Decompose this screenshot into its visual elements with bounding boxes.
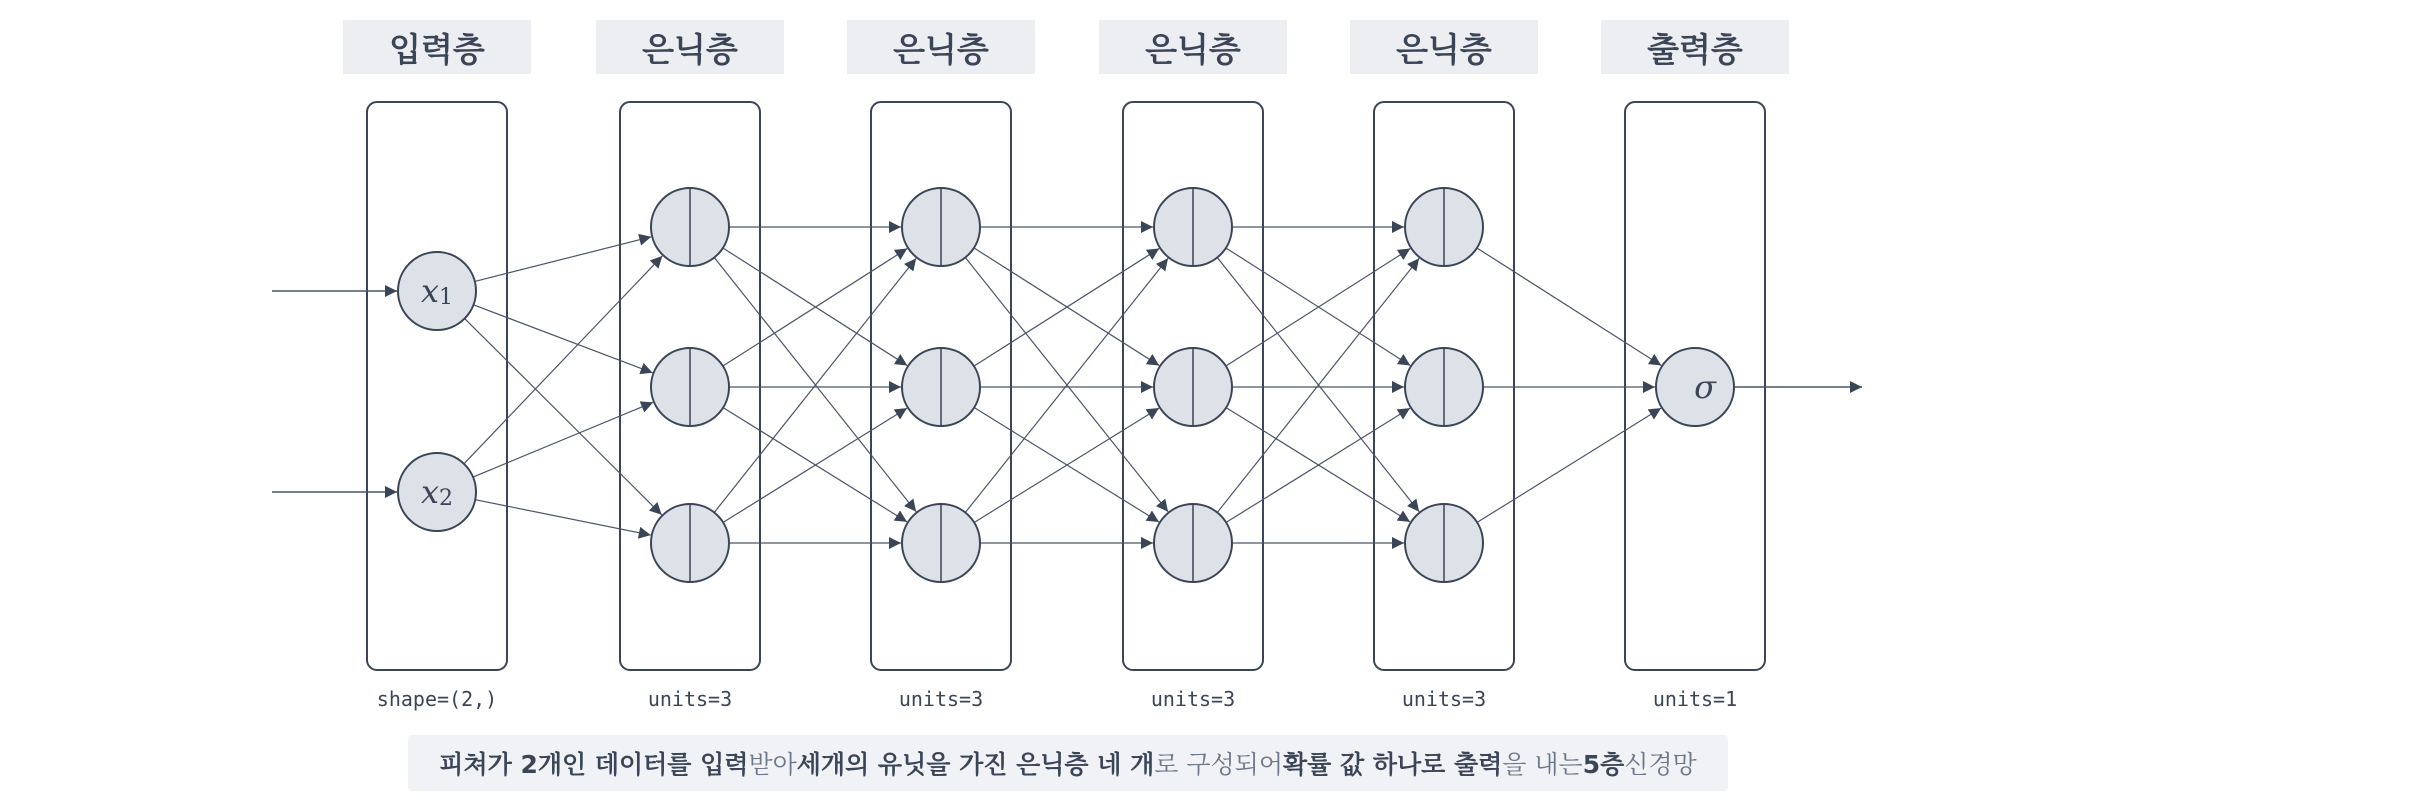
caption-segment: 피쳐가 2개인 데이터를 입력: [439, 750, 749, 779]
caption-segment: 신경망: [1624, 750, 1697, 779]
layer-title-2: 은닉층: [596, 20, 784, 74]
connection-l1-n2-to-n3: [475, 500, 651, 535]
connection-l5-n1-to-n1: [1477, 248, 1661, 366]
layer-param-6: units=1: [1652, 687, 1738, 711]
layer-title-1: 입력층: [343, 20, 531, 74]
input-symbol: x: [420, 473, 440, 511]
input-node-label-1: [397, 251, 477, 331]
layer-title-4: 은닉층: [1099, 20, 1287, 74]
layer-param-3: units=3: [898, 687, 984, 711]
caption-segment: 세개의 유닛을 가진 은닉층 네 개: [796, 750, 1155, 779]
caption-segment: 확률 값 하나로 출력: [1282, 750, 1503, 779]
layer-box-1: [367, 102, 507, 670]
layer-title-5: 은닉층: [1350, 20, 1538, 74]
layer-param-2: units=3: [647, 687, 733, 711]
connection-l1-n2-to-n1: [464, 256, 662, 464]
layer-param-5: units=3: [1401, 687, 1487, 711]
connection-l1-n1-to-n2: [473, 305, 652, 373]
layer-title-3: 은닉층: [847, 20, 1035, 74]
caption-segment: 을 내는: [1502, 750, 1583, 779]
output-node-label: σ: [1694, 368, 1716, 406]
connection-l5-n3-to-n1: [1477, 408, 1661, 522]
layer-param-1: shape=(2,): [376, 687, 498, 711]
layer-title-6: 출력층: [1601, 20, 1789, 74]
input-subscript: 1: [439, 284, 454, 310]
connection-l1-n1-to-n1: [475, 237, 651, 282]
caption-segment: 5층: [1582, 750, 1625, 779]
input-symbol: x: [420, 272, 440, 310]
input-subscript: 2: [439, 485, 454, 511]
input-node-label-2: [397, 452, 477, 532]
caption-segment: 받아: [748, 750, 797, 779]
layer-param-4: units=3: [1150, 687, 1236, 711]
caption-segment: 로 구성되어: [1154, 750, 1283, 779]
caption: [408, 735, 1728, 791]
connection-l1-n2-to-n2: [473, 402, 653, 477]
connection-l1-n1-to-n3: [465, 319, 662, 515]
